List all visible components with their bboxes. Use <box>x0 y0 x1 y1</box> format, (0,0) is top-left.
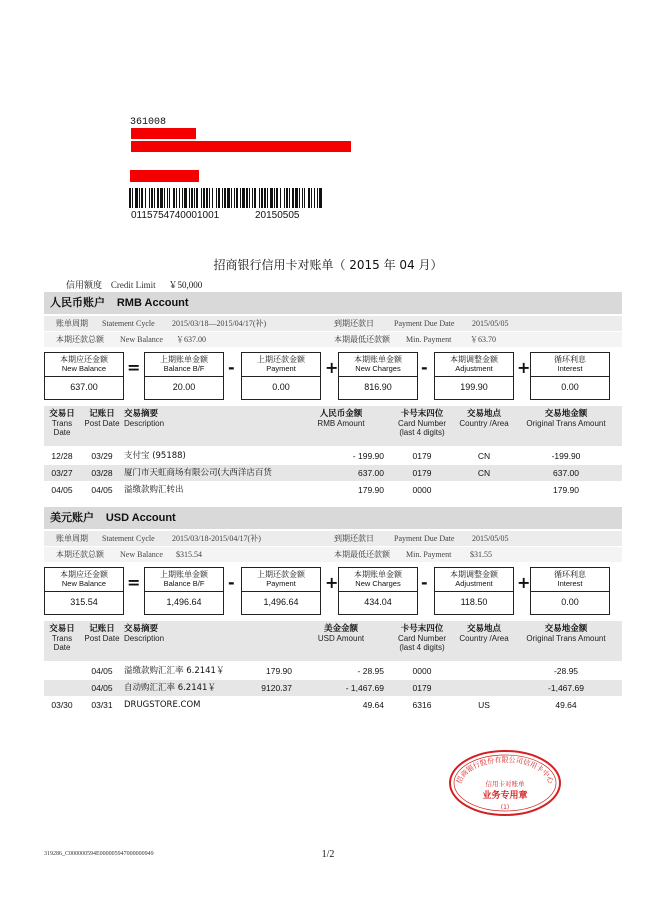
barcode <box>129 188 322 208</box>
usd-row-2-orig: 49.64 <box>555 700 577 710</box>
rmb-summary-1 <box>144 352 224 400</box>
rmb-row-2-trans: 04/05 <box>51 485 73 495</box>
usd-cycle-value: 2015/03/18-2015/04/17(补) <box>172 534 261 543</box>
barcode-bar <box>314 188 315 208</box>
barcode-bar <box>189 188 190 208</box>
redacted-recipient <box>130 170 199 182</box>
rmb-summary-2-cn: 上期还款金额 <box>257 355 305 364</box>
rmb-summary-1-cn: 上期账单金额 <box>160 355 208 364</box>
rmb-summary-4-cn: 本期调整金额 <box>450 355 498 364</box>
usd-row-1-orig: -1,467.69 <box>548 683 584 693</box>
barcode-bar <box>302 188 303 208</box>
usd-summary-5 <box>530 567 610 615</box>
rmb-due-label-en: Payment Due Date <box>394 319 455 328</box>
seal-line3: (1) <box>500 804 510 811</box>
usd-row-1-card: 0179 <box>412 683 432 693</box>
rmb-minpay-value: ￥63.70 <box>470 335 496 344</box>
usd-operator-2: + <box>325 573 339 592</box>
rmb-balance-row <box>44 332 622 347</box>
usd-summary-4 <box>434 567 514 615</box>
usd-row-0-extra: 179.90 <box>266 666 292 676</box>
usd-due-label: 到期还款日 <box>334 534 374 543</box>
usd-summary-5-cn: 循环利息 <box>554 570 586 579</box>
usd-minpay-label: 本期最低还款额 <box>334 550 390 559</box>
rmb-row-2-card: 0000 <box>412 485 432 495</box>
rmb-operator-0: = <box>127 358 141 377</box>
rmb-summary-1-value: 20.00 <box>172 382 196 392</box>
rmb-summary-0-value: 637.00 <box>70 382 98 392</box>
table-row <box>44 465 622 481</box>
usd-banner <box>44 507 622 529</box>
rmb-row-0-post: 03/29 <box>91 451 113 461</box>
rmb-summary-0 <box>44 352 124 400</box>
rmb-summary-5-cn: 循环利息 <box>554 355 586 364</box>
rmb-col-4-cn: 卡号末四位 <box>400 409 444 419</box>
usd-operator-1: - <box>228 573 235 592</box>
barcode-bar <box>267 188 268 208</box>
rmb-cycle-label: 账单周期 <box>56 319 88 328</box>
barcode-bar <box>182 188 183 208</box>
usd-cycle-label-en: Statement Cycle <box>102 534 155 543</box>
footer-code: 319286_C000000594E000005947000000949 <box>44 851 154 857</box>
barcode-bar <box>209 188 210 208</box>
usd-summary-4-value: 118.50 <box>460 597 488 607</box>
rmb-banner-cn: 人民币账户 <box>50 296 105 309</box>
rmb-col-4-en: Card Number (last 4 digits) <box>397 419 446 437</box>
rmb-summary-3 <box>338 352 418 400</box>
barcode-date: 20150505 <box>255 210 300 221</box>
usd-summary-1-cn: 上期账单金额 <box>160 570 208 579</box>
usd-banner-cn: 美元账户 <box>50 511 94 524</box>
rmb-col-3 <box>294 407 388 428</box>
rmb-summary-0-en: New Balance <box>61 364 107 373</box>
rmb-newbal-label: 本期还款总额 <box>56 335 104 344</box>
usd-col-2 <box>124 622 294 643</box>
rmb-banner <box>44 292 622 314</box>
rmb-row-0-orig: -199.90 <box>551 451 581 461</box>
page-number: 1/2 <box>321 849 335 860</box>
usd-cycle-label: 账单周期 <box>56 534 88 543</box>
rmb-row-0-desc: 支付宝 (95188) <box>124 451 186 461</box>
barcode-bar <box>206 188 208 208</box>
usd-col-3-en: USD Amount <box>317 634 365 643</box>
usd-summary-2-cn: 上期还款金额 <box>257 570 305 579</box>
barcode-bar <box>295 188 298 208</box>
barcode-bar <box>227 188 230 208</box>
usd-row-0-orig: -28.95 <box>553 666 579 676</box>
usd-col-4 <box>390 622 454 652</box>
redacted-address <box>131 141 351 152</box>
rmb-col-5 <box>454 407 514 428</box>
rmb-row-2-desc: 溢缴款购汇转出 <box>124 485 184 495</box>
rmb-row-1-post: 03/28 <box>91 468 113 478</box>
rmb-col-3-en: RMB Amount <box>317 419 365 428</box>
barcode-bar <box>264 188 266 208</box>
barcode-bar <box>132 188 133 208</box>
table-row <box>44 663 622 679</box>
barcode-bar <box>240 188 241 208</box>
barcode-bar <box>154 188 155 208</box>
rmb-operator-4: + <box>517 358 531 377</box>
rmb-row-1-desc: 厦门市天虹商场有限公司(大西洋店百货 <box>124 468 272 478</box>
usd-col-6-en: Original Trans Amount <box>526 634 606 643</box>
usd-row-2-card: 6316 <box>412 700 432 710</box>
barcode-bar <box>319 188 322 208</box>
credit-limit-label-en: Credit Limit <box>110 280 156 290</box>
usd-col-1-cn: 记账日 <box>89 624 115 634</box>
rmb-row-0-trans: 12/28 <box>51 451 73 461</box>
barcode-bar <box>224 188 226 208</box>
usd-col-4-en: Card Number (last 4 digits) <box>397 634 446 652</box>
postcode: 361008 <box>130 117 167 128</box>
table-row <box>44 680 622 696</box>
rmb-summary-0-cn: 本期应还金额 <box>60 355 108 364</box>
rmb-summary-5-en: Interest <box>557 364 583 373</box>
rmb-col-2-en: Description <box>124 419 165 428</box>
rmb-cycle-value: 2015/03/18—2015/04/17(补) <box>172 319 267 328</box>
credit-limit <box>66 278 202 291</box>
barcode-bar <box>222 188 223 208</box>
seal-line1: 信用卡对账单 <box>485 780 525 788</box>
usd-summary-0-value: 315.54 <box>70 597 98 607</box>
barcode-bar <box>231 188 232 208</box>
barcode-bar <box>201 188 202 208</box>
rmb-row-2-orig: 179.90 <box>553 485 579 495</box>
usd-summary-5-en: Interest <box>557 579 583 588</box>
usd-summary-5-value: 0.00 <box>561 597 579 607</box>
usd-due-label-en: Payment Due Date <box>394 534 455 543</box>
barcode-bar <box>280 188 281 208</box>
usd-row-2-desc: DRUGSTORE.COM <box>124 700 201 710</box>
barcode-bar <box>317 188 318 208</box>
barcode-bar <box>164 188 165 208</box>
usd-newbal-label: 本期还款总额 <box>56 550 104 559</box>
rmb-row-1-trans: 03/27 <box>51 468 73 478</box>
usd-summary-3-value: 434.04 <box>364 597 392 607</box>
barcode-bar <box>167 188 168 208</box>
rmb-row-2-amount: 179.90 <box>358 485 384 495</box>
rmb-summary-2 <box>241 352 321 400</box>
usd-row-0-desc: 溢缴款购汇汇率 6.2141￥ <box>124 666 225 676</box>
rmb-row-0-card: 0179 <box>412 451 432 461</box>
barcode-bar <box>145 188 146 208</box>
usd-minpay-value: $31.55 <box>470 550 492 559</box>
usd-summary-0-cn: 本期应还金额 <box>60 570 108 579</box>
usd-col-5-en: Country /Area <box>459 634 509 643</box>
rmb-cycle-label-en: Statement Cycle <box>102 319 155 328</box>
rmb-summary-2-value: 0.00 <box>272 382 290 392</box>
usd-row-2-country: US <box>478 700 490 710</box>
rmb-summary-4 <box>434 352 514 400</box>
usd-row-2-amount: 49.64 <box>362 700 384 710</box>
barcode-bar <box>141 188 143 208</box>
usd-row-0-amount: - 28.95 <box>357 666 384 676</box>
rmb-operator-1: - <box>228 358 235 377</box>
credit-limit-value: ￥50,000 <box>168 280 203 290</box>
usd-col-1-en: Post Date <box>84 634 120 643</box>
usd-col-2-cn: 交易摘要 <box>124 624 159 634</box>
barcode-bar <box>212 188 213 208</box>
rmb-col-1-cn: 记账日 <box>89 409 115 419</box>
rmb-col-6 <box>514 407 618 428</box>
rmb-row-2-post: 04/05 <box>91 485 113 495</box>
usd-operator-0: = <box>127 573 141 592</box>
rmb-col-2 <box>124 407 294 428</box>
barcode-bar <box>308 188 310 208</box>
rmb-summary-5 <box>530 352 610 400</box>
barcode-bar <box>179 188 180 208</box>
barcode-bar <box>157 188 159 208</box>
barcode-bar <box>139 188 140 208</box>
rmb-newbal-label-en: New Balance <box>120 335 163 344</box>
usd-summary-4-cn: 本期调整金额 <box>450 570 498 579</box>
usd-operator-3: - <box>421 573 428 592</box>
barcode-bar <box>254 188 256 208</box>
barcode-bar <box>169 188 170 208</box>
table-row <box>44 448 622 464</box>
usd-banner-en: USD Account <box>105 512 176 524</box>
barcode-bar <box>191 188 193 208</box>
rmb-col-1-en: Post Date <box>84 419 120 428</box>
usd-newbal-label-en: New Balance <box>120 550 163 559</box>
usd-summary-3 <box>338 567 418 615</box>
usd-summary-4-en: Adjustment <box>455 579 493 588</box>
barcode-bar <box>196 188 198 208</box>
usd-col-3-cn: 美金金额 <box>323 624 358 634</box>
rmb-col-5-en: Country /Area <box>459 419 509 428</box>
usd-summary-1 <box>144 567 224 615</box>
usd-col-5-cn: 交易地点 <box>466 624 501 634</box>
barcode-bar <box>259 188 260 208</box>
rmb-operator-2: + <box>325 358 339 377</box>
usd-operator-4: + <box>517 573 531 592</box>
usd-col-2-en: Description <box>124 634 165 643</box>
usd-col-6-cn: 交易地金额 <box>544 624 588 634</box>
usd-col-0-en: Trans Date <box>51 634 73 652</box>
credit-limit-label: 信用额度 <box>66 281 103 291</box>
barcode-bar <box>135 188 138 208</box>
rmb-col-1 <box>82 407 122 428</box>
usd-col-5 <box>454 622 514 643</box>
table-row <box>44 697 622 713</box>
barcode-number: 0115754740001001 <box>131 210 220 221</box>
seal-line2: 业务专用章 <box>482 791 528 801</box>
barcode-bar <box>151 188 153 208</box>
usd-newbal-value: $315.54 <box>176 550 202 559</box>
usd-summary-2-value: 1,496.64 <box>263 597 299 607</box>
rmb-row-0-country: CN <box>477 451 491 461</box>
usd-col-1 <box>82 622 122 643</box>
rmb-summary-2-en: Payment <box>266 364 296 373</box>
usd-cycle-row <box>44 531 622 546</box>
rmb-summary-4-en: Adjustment <box>455 364 493 373</box>
rmb-newbal-value: ￥637.00 <box>176 335 206 344</box>
rmb-summary-3-value: 816.90 <box>364 382 392 392</box>
barcode-bar <box>252 188 253 208</box>
barcode-bar <box>194 188 195 208</box>
barcode-bar <box>276 188 278 208</box>
barcode-bar <box>149 188 150 208</box>
usd-summary-2-en: Payment <box>266 579 296 588</box>
rmb-summary-3-cn: 本期账单金额 <box>354 355 402 364</box>
usd-col-0-cn: 交易日 <box>49 624 75 634</box>
barcode-bar <box>274 188 275 208</box>
usd-summary-0-en: New Balance <box>61 579 107 588</box>
usd-summary-1-en: Balance B/F <box>163 579 205 588</box>
usd-row-1-amount: - 1,467.69 <box>345 683 384 693</box>
rmb-banner-en: RMB Account <box>116 297 189 309</box>
barcode-bar <box>173 188 175 208</box>
barcode-bar <box>292 188 294 208</box>
rmb-summary-1-en: Balance B/F <box>163 364 205 373</box>
barcode-bar <box>304 188 305 208</box>
rmb-due-label: 到期还款日 <box>334 319 374 328</box>
usd-row-0-card: 0000 <box>412 666 432 676</box>
usd-summary-3-en: New Charges <box>355 579 401 588</box>
rmb-summary-3-en: New Charges <box>355 364 401 373</box>
barcode-bar <box>242 188 245 208</box>
usd-col-3 <box>294 622 388 643</box>
barcode-bar <box>184 188 187 208</box>
barcode-bar <box>246 188 248 208</box>
usd-balance-row <box>44 547 622 562</box>
rmb-row-0-amount: - 199.90 <box>352 451 384 461</box>
rmb-row-1-card: 0179 <box>412 468 432 478</box>
barcode-bar <box>261 188 263 208</box>
rmb-row-1-orig: 637.00 <box>553 468 579 478</box>
barcode-bar <box>129 188 131 208</box>
barcode-bar <box>249 188 250 208</box>
rmb-due-value: 2015/05/05 <box>472 319 509 328</box>
table-row <box>44 482 622 498</box>
barcode-bar <box>218 188 220 208</box>
usd-row-1-desc: 自动购汇汇率 6.2141￥ <box>124 683 216 693</box>
rmb-cycle-row <box>44 316 622 331</box>
usd-col-6 <box>514 622 618 643</box>
usd-col-4-cn: 卡号末四位 <box>400 624 444 634</box>
rmb-operator-3: - <box>421 358 428 377</box>
rmb-summary-5-value: 0.00 <box>561 382 579 392</box>
barcode-bar <box>176 188 177 208</box>
rmb-minpay-label: 本期最低还款额 <box>334 335 390 344</box>
seal-ring-text: 招商银行股份有限公司信用卡中心 <box>455 756 555 785</box>
usd-summary-1-value: 1,496.64 <box>166 597 202 607</box>
usd-minpay-label-en: Min. Payment <box>406 550 452 559</box>
rmb-col-6-en: Original Trans Amount <box>526 419 606 428</box>
barcode-bar <box>270 188 273 208</box>
usd-row-2-trans: 03/30 <box>51 700 73 710</box>
rmb-col-5-cn: 交易地点 <box>466 409 501 419</box>
barcode-bar <box>311 188 312 208</box>
rmb-col-0-cn: 交易日 <box>49 409 75 419</box>
rmb-col-4 <box>390 407 454 437</box>
barcode-bar <box>236 188 238 208</box>
rmb-col-2-cn: 交易摘要 <box>124 409 159 419</box>
barcode-bar <box>284 188 285 208</box>
barcode-bar <box>216 188 217 208</box>
rmb-col-0 <box>44 407 80 437</box>
official-seal <box>447 748 563 818</box>
rmb-col-3-cn: 人民币金额 <box>319 409 363 419</box>
usd-row-1-extra: 9120.37 <box>261 683 292 693</box>
barcode-bar <box>289 188 290 208</box>
rmb-row-1-amount: 637.00 <box>358 468 384 478</box>
barcode-bar <box>234 188 235 208</box>
usd-summary-3-cn: 本期账单金额 <box>354 570 402 579</box>
rmb-row-1-country: CN <box>477 468 491 478</box>
usd-due-value: 2015/05/05 <box>472 534 509 543</box>
usd-col-0 <box>44 622 80 652</box>
usd-row-0-post: 04/05 <box>91 666 113 676</box>
statement-title: 招商银行信用卡对账单（ 2015 年 04 月） <box>213 258 443 272</box>
barcode-bar <box>286 188 288 208</box>
barcode-bar <box>299 188 300 208</box>
barcode-bar <box>160 188 163 208</box>
usd-row-2-post: 03/31 <box>91 700 113 710</box>
rmb-minpay-label-en: Min. Payment <box>406 335 452 344</box>
usd-summary-0 <box>44 567 124 615</box>
rmb-col-6-cn: 交易地金额 <box>544 409 588 419</box>
rmb-col-0-en: Trans Date <box>51 419 73 437</box>
barcode-bar <box>203 188 205 208</box>
rmb-summary-4-value: 199.90 <box>460 382 488 392</box>
redacted-name <box>131 128 196 139</box>
usd-summary-2 <box>241 567 321 615</box>
usd-row-1-post: 04/05 <box>91 683 113 693</box>
